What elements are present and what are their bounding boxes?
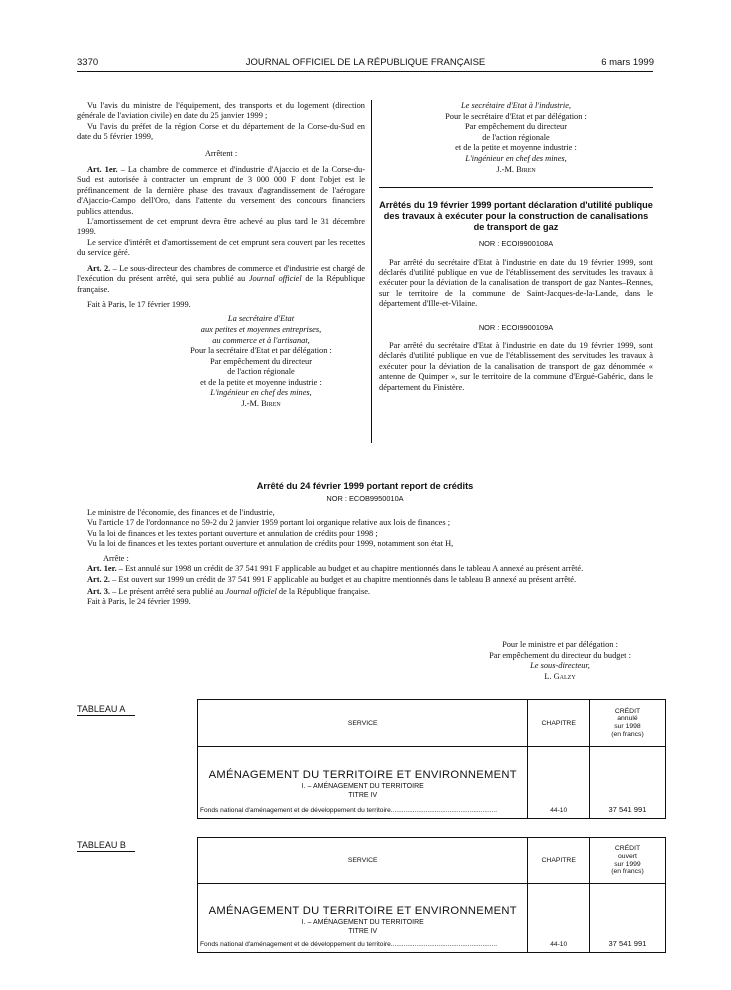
section-title: Arrêtés du 19 février 1999 portant déclaration d'utilité publique des travaux à exécuter pour la construction de canalisations de transport de gaz <box>379 200 653 233</box>
fait-line: Fait à Paris, le 24 février 1999. <box>87 597 191 607</box>
header-line: sur 1999 <box>614 860 641 868</box>
issue-date: 6 mars 1999 <box>601 57 654 68</box>
arrete-heading: Arrête : <box>103 553 129 563</box>
article-label: Art. 1er. <box>87 564 117 574</box>
table-b-label: TABLEAU B <box>77 840 135 852</box>
signature-line: au commerce et à l'artisanat, <box>212 335 310 345</box>
budget-section: AMÉNAGEMENT DU TERRITOIRE ET ENVIRONNEMENT <box>208 905 517 917</box>
column-header-credit <box>589 700 665 747</box>
paragraph: L'amortissement de cet emprunt devra être achevé au plus tard le 31 décembre 1999. <box>77 217 365 237</box>
signature-line: Le sous-directeur, <box>530 661 590 671</box>
journal-title: JOURNAL OFFICIEL DE LA RÉPUBLIQUE FRANÇAISE <box>245 57 486 68</box>
row-label: Fonds national d'aménagement et de développement du territoire.......................................................... <box>200 941 498 948</box>
article-2 <box>77 264 365 295</box>
signature-line: et de la petite et moyenne industrie : <box>200 377 322 387</box>
arrete-body <box>77 508 653 608</box>
journal-name: Journal officiel <box>225 586 277 596</box>
budget-subsection: I. – AMÉNAGEMENT DU TERRITOIRE <box>301 919 424 926</box>
paragraph: Vu l'article 17 de l'ordonnance no 59-2 du 2 janvier 1959 portant loi organique relative aux lois de finances ; <box>87 518 451 528</box>
signatory-name: L. Galzy <box>544 671 576 681</box>
signature-line: Pour le ministre et par délégation : <box>502 640 618 649</box>
row-chapitre: 44-10 <box>528 747 589 819</box>
signature-line: Par empêchement du directeur <box>209 356 313 366</box>
column-header-service: SERVICE <box>198 838 528 884</box>
column-divider <box>371 100 372 443</box>
budget-section: AMÉNAGEMENT DU TERRITOIRE ET ENVIRONNEMENT <box>208 769 517 781</box>
article-text: – Le sous-directeur des chambres de commerce et d'industrie est chargé de l'exécution du présent arrêté, qui sera publié au <box>77 263 365 284</box>
paragraph: Vu la loi de finances et les textes portant ouverture et annulation de crédits pour 1998 ; <box>87 528 378 538</box>
signature-line: Le secrétaire d'Etat à l'industrie, <box>460 101 572 110</box>
signatory-name: J.-M. Biren <box>496 164 536 174</box>
table-row <box>198 747 528 819</box>
fait-line: Fait à Paris, le 17 février 1999. <box>87 299 191 309</box>
header-line: annulé <box>617 715 638 723</box>
table-a <box>197 699 666 819</box>
article-text: – Est annulé sur 1998 un crédit de 37 541 991 F applicable au budget et au chapitre mentionnés dans le tableau A annexé au présent arrêté. <box>118 564 584 574</box>
signature-line: aux petites et moyennes entreprises, <box>200 324 322 334</box>
signature-line: Pour la secrétaire d'Etat et par délégation : <box>190 346 332 356</box>
paragraph: Vu l'avis du préfet de la région Corse et du département de la Corse-du-Sud en date du 5 février 1999, <box>77 121 365 142</box>
table-a-label: TABLEAU A <box>77 704 135 716</box>
signature-line: La secrétaire d'Etat <box>227 314 295 324</box>
signature-line: L'ingénieur en chef des mines, <box>210 388 312 398</box>
signature-line: et de la petite et moyenne industrie : <box>455 143 577 153</box>
paragraph: Vu la loi de finances et les textes portant ouverture et annulation de crédits pour 1999, notamment son état H, <box>87 539 454 549</box>
header-line: (en francs) <box>611 730 644 738</box>
paragraph: Par arrêté du secrétaire d'Etat à l'industrie en date du 19 février 1999, sont déclarés d'utilité publique en vue de l'établissement des servitudes les travaux à exécuter pour la déviation de la canalisation de transport de gaz Nantes–Rennes, sur le territoire de la commune de Saint-Jacques-de-la-Lande, dans le département d'Ille-et-Vilaine. <box>379 257 653 309</box>
page-number: 3370 <box>77 57 99 68</box>
signatory-name: J.-M. Biren <box>241 399 281 409</box>
article-text: de la République française. <box>77 274 366 294</box>
arretent-heading: Arrêtent : <box>204 148 238 158</box>
article-text: – Est ouvert sur 1999 un crédit de 37 541 991 F applicable au budget et au chapitre mentionnés dans le tableau B annexé au présent arrêté. <box>112 575 577 585</box>
row-credit: 37 541 991 <box>589 747 665 819</box>
signature-line: Pour le secrétaire d'Etat et par délégation : <box>445 111 587 121</box>
journal-name: Journal officiel <box>248 274 302 284</box>
section-title: Arrêté du 24 février 1999 portant report de crédits <box>256 481 474 491</box>
signature-line: L'ingénieur en chef des mines, <box>465 153 567 163</box>
row-label: Fonds national d'aménagement et de développement du territoire.......................................................... <box>200 807 498 814</box>
header-line: (en francs) <box>611 868 644 876</box>
article-text: – La chambre de commerce et d'industrie d'Ajaccio et de la Corse-du-Sud est autorisée à contracter un emprunt de 3 000 000 F dont l'objet est le préfinancement de la dernière phase des travaux d'agrandissement de l'aérogare d'Ajaccio-Campo dell'Oro, dans l'attente du versement des concours financiers publics attendus. <box>77 165 366 216</box>
paragraph: Par arrêté du secrétaire d'Etat à l'industrie en date du 19 février 1999, sont déclarés d'utilité publique en vue de l'établissement des servitudes les travaux à exécuter pour la déviation de la canalisation de transport de gaz dénommée « antenne de Quimper », sur le territoire de la commune d'Ergué-Gabéric, dans le département du Finistère. <box>379 341 653 392</box>
header-line: CRÉDIT <box>614 845 641 853</box>
header-line: sur 1998 <box>614 723 641 730</box>
nor-reference: NOR : ECOI9900108A <box>478 239 554 249</box>
paragraph: Vu l'avis du ministre de l'équipement, des transports et du logement (direction générale de l'aviation civile) en date du 25 janvier 1999 ; <box>77 101 365 121</box>
nor-reference: NOR : ECOI9900109A <box>478 322 554 332</box>
article-text: de la République française. <box>278 586 371 596</box>
left-column <box>77 101 365 410</box>
signature-block <box>440 640 680 682</box>
article-label: Art. 3. <box>87 586 111 596</box>
right-column <box>379 101 653 393</box>
table-row <box>198 884 528 953</box>
signature-line: de l'action régionale <box>482 132 550 142</box>
article-label: Art. 2. <box>87 263 111 273</box>
article-3 <box>77 587 653 597</box>
paragraph: Le service d'intérêt et d'amortissement de cet emprunt sera couvert par les recettes du service géré. <box>77 237 365 258</box>
signature-line: Par empêchement du directeur du budget : <box>489 650 631 660</box>
article-2 <box>77 575 653 585</box>
row-chapitre: 44-10 <box>528 884 589 953</box>
budget-titre: TITRE IV <box>348 928 378 935</box>
signature-line: Par empêchement du directeur <box>464 122 568 132</box>
article-1 <box>77 165 365 217</box>
table-b <box>197 837 666 953</box>
column-header-service: SERVICE <box>198 700 528 747</box>
nor-reference: NOR : ECOB9950010A <box>326 494 404 503</box>
column-header-chapitre: CHAPITRE <box>528 838 589 884</box>
budget-titre: TITRE IV <box>348 792 378 799</box>
header-line: ouvert <box>618 852 637 860</box>
article-text: – Le présent arrêté sera publié au <box>112 586 224 596</box>
column-header-credit <box>589 838 665 884</box>
article-1 <box>77 564 653 574</box>
article-label: Art. 2. <box>87 575 111 585</box>
article-label: Art. 1er. <box>87 165 118 175</box>
header-line: CRÉDIT <box>614 707 641 715</box>
section-rule <box>379 187 653 188</box>
header-rule <box>77 71 653 72</box>
signature-line: de l'action régionale <box>227 367 295 377</box>
budget-subsection: I. – AMÉNAGEMENT DU TERRITOIRE <box>301 783 424 790</box>
signature-block <box>379 101 653 175</box>
row-credit: 37 541 991 <box>589 884 665 953</box>
signature-block <box>157 314 365 409</box>
column-header-chapitre: CHAPITRE <box>528 700 589 747</box>
paragraph: Le ministre de l'économie, des finances et de l'industrie, <box>87 508 275 517</box>
